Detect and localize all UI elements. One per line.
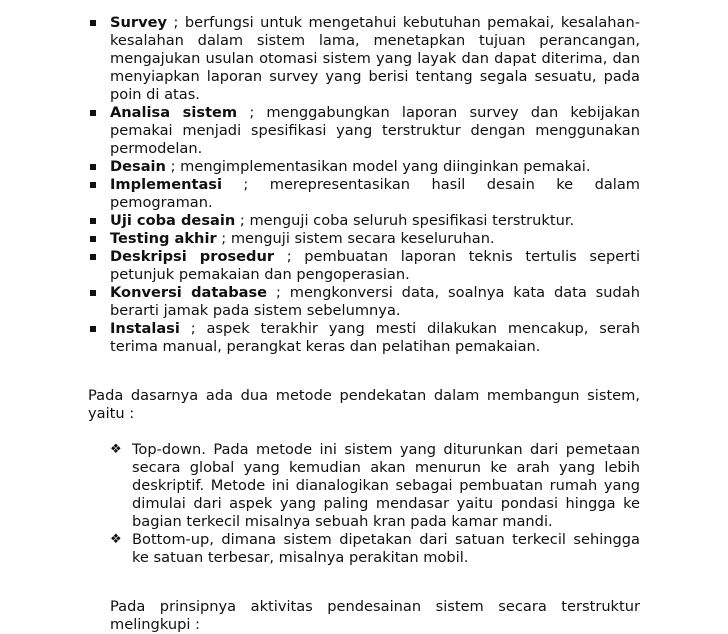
step-term: Konversi database (110, 284, 268, 301)
step-description: ; menggabungkan laporan survey dan kebijakan pemakai menjadi spesifikasi yang terstruktur dengan menggunakan permodelan. (110, 104, 641, 157)
step-term: Deskripsi prosedur (110, 248, 275, 265)
list-item (88, 284, 640, 320)
step-term: Survey (110, 14, 168, 31)
approach-methods-list (110, 441, 640, 567)
development-steps-list (88, 14, 640, 356)
step-term: Desain (110, 158, 166, 175)
list-item (88, 176, 640, 212)
list-item (88, 248, 640, 284)
method-description: Bottom-up, dimana sistem dipetakan dari satuan terkecil sehingga ke satuan terbesar, misalnya perakitan mobil. (132, 531, 640, 566)
step-description: ; mengkonversi data, soalnya kata data sudah berarti jamak pada sistem sebelumnya. (110, 284, 640, 319)
step-description: ; menguji sistem secara keseluruhan. (216, 230, 495, 247)
list-item (88, 158, 640, 176)
square-bullet-icon (90, 20, 96, 26)
square-bullet-icon (90, 290, 96, 296)
square-bullet-icon (90, 236, 96, 242)
step-description: ; berfungsi untuk mengetahui kebutuhan pemakai, kesalahan-kesalahan dalam sistem lama, menetapkan tujuan perancangan, mengajukan usulan otomasi sistem yang layak dan dapat diterima, dan menyiapkan laporan survey yang berisi tentang segala sesuatu, pada poin di atas. (110, 14, 640, 103)
step-term: Uji coba desain (110, 212, 236, 229)
step-term: Analisa sistem (110, 104, 238, 121)
list-item (88, 230, 640, 248)
step-term: Implementasi (110, 176, 222, 193)
list-item (110, 531, 640, 567)
step-description: ; aspek terakhir yang mesti dilakukan mencakup, serah terima manual, perangkat keras dan pelatihan pemakaian. (110, 320, 640, 355)
list-item (110, 441, 640, 531)
square-bullet-icon (90, 110, 96, 116)
list-item (88, 14, 640, 104)
step-description: ; merepresentasikan hasil desain ke dalam pemograman. (110, 176, 640, 211)
square-bullet-icon (90, 254, 96, 260)
principle-paragraph: Pada prinsipnya aktivitas pendesainan sistem secara terstruktur melingkupi : (110, 598, 640, 633)
step-description: ; mengimplementasikan model yang diinginkan pemakai. (165, 158, 591, 175)
diamond-bullet-icon: ❖ (110, 532, 122, 547)
square-bullet-icon (90, 182, 96, 188)
step-description: ; menguji coba seluruh spesifikasi terstruktur. (235, 212, 575, 229)
list-item (88, 212, 640, 230)
step-description: ; pembuatan laporan teknis tertulis seperti petunjuk pemakaian dan pengoperasian. (110, 248, 640, 283)
step-term: Instalasi (110, 320, 180, 337)
diamond-bullet-icon: ❖ (110, 442, 122, 457)
method-description: Top-down. Pada metode ini sistem yang diturunkan dari pemetaan secara global yang kemudian akan menurun ke arah yang lebih deskriptif. Metode ini dianalogikan sebagai pembuatan rumah yang dimulai dari aspek yang paling mendasar yaitu pondasi hingga ke bagian terkecil misalnya sebuah kran pada kamar mandi. (132, 441, 640, 530)
approach-intro-paragraph: Pada dasarnya ada dua metode pendekatan dalam membangun sistem, yaitu : (88, 387, 640, 422)
square-bullet-icon (90, 218, 96, 224)
step-term: Testing akhir (110, 230, 217, 247)
list-item (88, 104, 640, 158)
square-bullet-icon (90, 164, 96, 170)
square-bullet-icon (90, 326, 96, 332)
list-item (88, 320, 640, 356)
